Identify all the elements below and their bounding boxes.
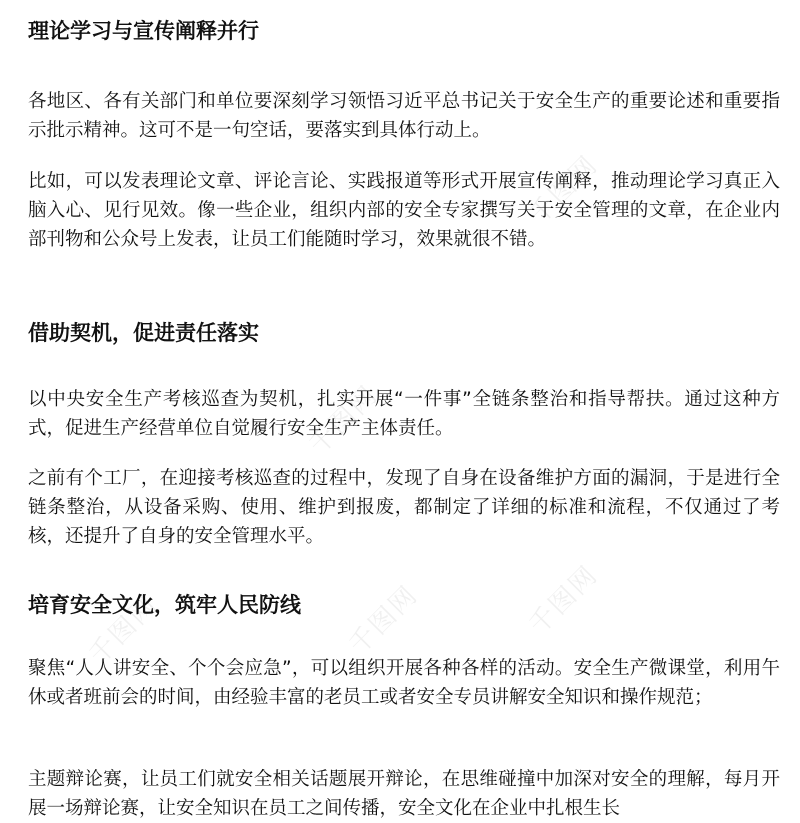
watermark-text: 千图网	[83, 589, 165, 671]
section-heading: 理论学习与宣传阐释并行	[28, 19, 259, 43]
paragraph: 之前有个工厂，在迎接考核巡查的过程中，发现了自身在设备维护方面的漏洞，于是进行全链条整治，从设备采购、使用、维护到报废，都制定了详细的标准和流程，不仅通过了考核，还提升了自身的安全管理水平。	[28, 468, 780, 547]
section-heading: 借助契机，促进责任落实	[28, 321, 259, 345]
paragraph: 比如，可以发表理论文章、评论言论、实践报道等形式开展宣传阐释，推动理论学习真正入脑入心、见行见效。像一些企业，组织内部的安全专家撰写关于安全管理的文章，在企业内部刊物和公众号上发表，让员工们能随时学习，效果就很不错。	[28, 171, 780, 250]
paragraph: 各地区、各有关部门和单位要深刻学习领悟习近平总书记关于安全生产的重要论述和重要指示批示精神。这可不是一句空话，要落实到具体行动上。	[28, 91, 780, 141]
watermark-text: 千图网	[343, 579, 425, 661]
watermark-text: 千图网	[303, 379, 385, 461]
paragraph: 以中央安全生产考核巡查为契机，扎实开展“一件事”全链条整治和指导帮扶。通过这种方式，促进生产经营单位自觉履行安全生产主体责任。	[28, 389, 780, 439]
watermark-text: 千图网	[523, 559, 605, 641]
paragraph: 主题辩论赛，让员工们就安全相关话题展开辩论，在思维碰撞中加深对安全的理解，每月开展一场辩论赛，让安全知识在员工之间传播，安全文化在企业中扎根生长	[28, 769, 780, 819]
section-heading: 培育安全文化，筑牢人民防线	[28, 593, 301, 617]
paragraph: 聚焦“人人讲安全、个个会应急”，可以组织开展各种各样的活动。安全生产微课堂，利用午休或者班前会的时间，由经验丰富的老员工或者安全专员讲解安全知识和操作规范；	[28, 658, 780, 708]
watermark-text: 千图网	[523, 149, 605, 231]
